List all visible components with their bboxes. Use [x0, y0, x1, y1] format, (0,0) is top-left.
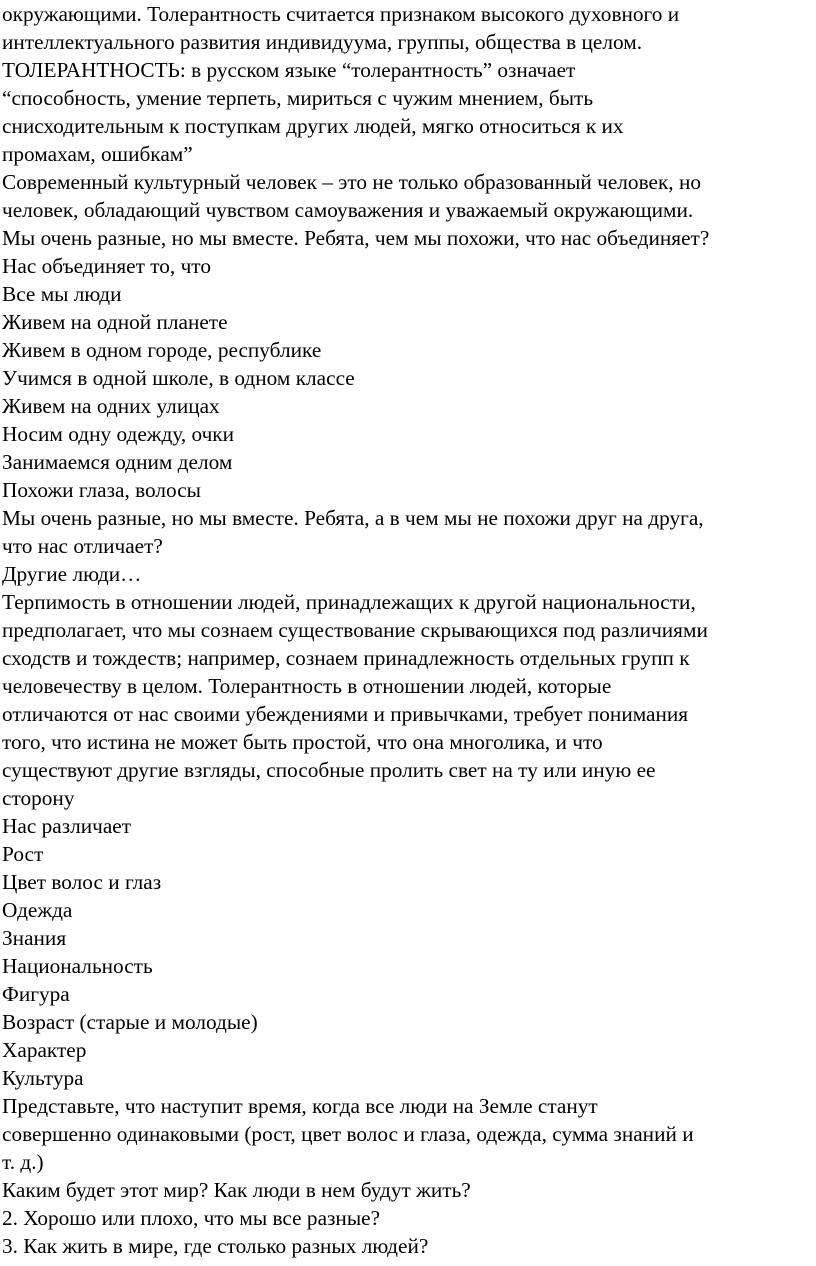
text-line-31: Рост: [2, 842, 44, 866]
text-line-10: Нас объединяет то, что: [2, 254, 211, 278]
text-line-8: человек, обладающий чувством самоуважения и уважаемый окружающими.: [2, 198, 694, 222]
text-line-23: предполагает, что мы сознаем существование скрывающихся под различиями: [2, 618, 708, 642]
text-line-30: Нас различает: [2, 814, 132, 838]
text-line-43: Каким будет этот мир? Как люди в нем будут жить?: [2, 1178, 471, 1202]
text-line-15: Живем на одних улицах: [2, 394, 220, 418]
text-line-37: Возраст (старые и молодые): [2, 1010, 258, 1034]
text-line-26: отличаются от нас своими убеждениями и привычками, требует понимания: [2, 702, 689, 726]
text-line-5: снисходительным к поступкам других людей, мягко относиться к их: [2, 114, 624, 138]
text-line-44: 2. Хорошо или плохо, что мы все разные?: [2, 1206, 381, 1230]
text-line-35: Национальность: [2, 954, 153, 978]
text-line-1: окружающими. Толерантность считается признаком высокого духовного и: [2, 2, 680, 26]
text-line-2: интеллектуального развития индивидуума, группы, общества в целом.: [2, 30, 643, 54]
text-line-9: Мы очень разные, но мы вместе. Ребята, чем мы похожи, что нас объединяет?: [2, 226, 710, 250]
text-line-29: сторону: [2, 786, 75, 810]
text-line-18: Похожи глаза, волосы: [2, 478, 201, 502]
text-line-27: того, что истина не может быть простой, что она многолика, и что: [2, 730, 603, 754]
text-line-38: Характер: [2, 1038, 87, 1062]
text-line-13: Живем в одном городе, республике: [2, 338, 322, 362]
text-line-20: что нас отличает?: [2, 534, 163, 558]
text-line-42: т. д.): [2, 1150, 44, 1174]
text-line-17: Занимаемся одним делом: [2, 450, 233, 474]
text-line-11: Все мы люди: [2, 282, 122, 306]
text-line-16: Носим одну одежду, очки: [2, 422, 235, 446]
text-line-4: “способность, умение терпеть, мириться с чужим мнением, быть: [2, 86, 594, 110]
text-line-19: Мы очень разные, но мы вместе. Ребята, а в чем мы не похожи друг на друга,: [2, 506, 704, 530]
text-line-22: Терпимость в отношении людей, принадлежащих к другой национальности,: [2, 590, 696, 614]
text-line-39: Культура: [2, 1066, 84, 1090]
text-line-14: Учимся в одной школе, в одном классе: [2, 366, 355, 390]
text-line-21: Другие люди…: [2, 562, 142, 586]
text-line-24: сходств и тождеств; например, сознаем принадлежность отдельных групп к: [2, 646, 690, 670]
text-line-34: Знания: [2, 926, 67, 950]
text-line-41: совершенно одинаковыми (рост, цвет волос и глаза, одежда, сумма знаний и: [2, 1122, 694, 1146]
text-line-28: существуют другие взгляды, способные пролить свет на ту или иную ее: [2, 758, 656, 782]
text-line-6: промахам, ошибкам”: [2, 142, 193, 166]
text-line-40: Представьте, что наступит время, когда все люди на Земле станут: [2, 1094, 598, 1118]
text-line-12: Живем на одной планете: [2, 310, 228, 334]
text-line-25: человечеству в целом. Толерантность в отношении людей, которые: [2, 674, 612, 698]
text-line-3: ТОЛЕРАНТНОСТЬ: в русском языке “толерантность” означает: [2, 58, 576, 82]
text-line-32: Цвет волос и глаз: [2, 870, 162, 894]
document-body: [2, 0, 814, 1260]
text-line-7: Современный культурный человек – это не только образованный человек, но: [2, 170, 701, 194]
text-line-33: Одежда: [2, 898, 73, 922]
text-line-36: Фигура: [2, 982, 70, 1006]
text-line-45: 3. Как жить в мире, где столько разных людей?: [2, 1234, 429, 1258]
